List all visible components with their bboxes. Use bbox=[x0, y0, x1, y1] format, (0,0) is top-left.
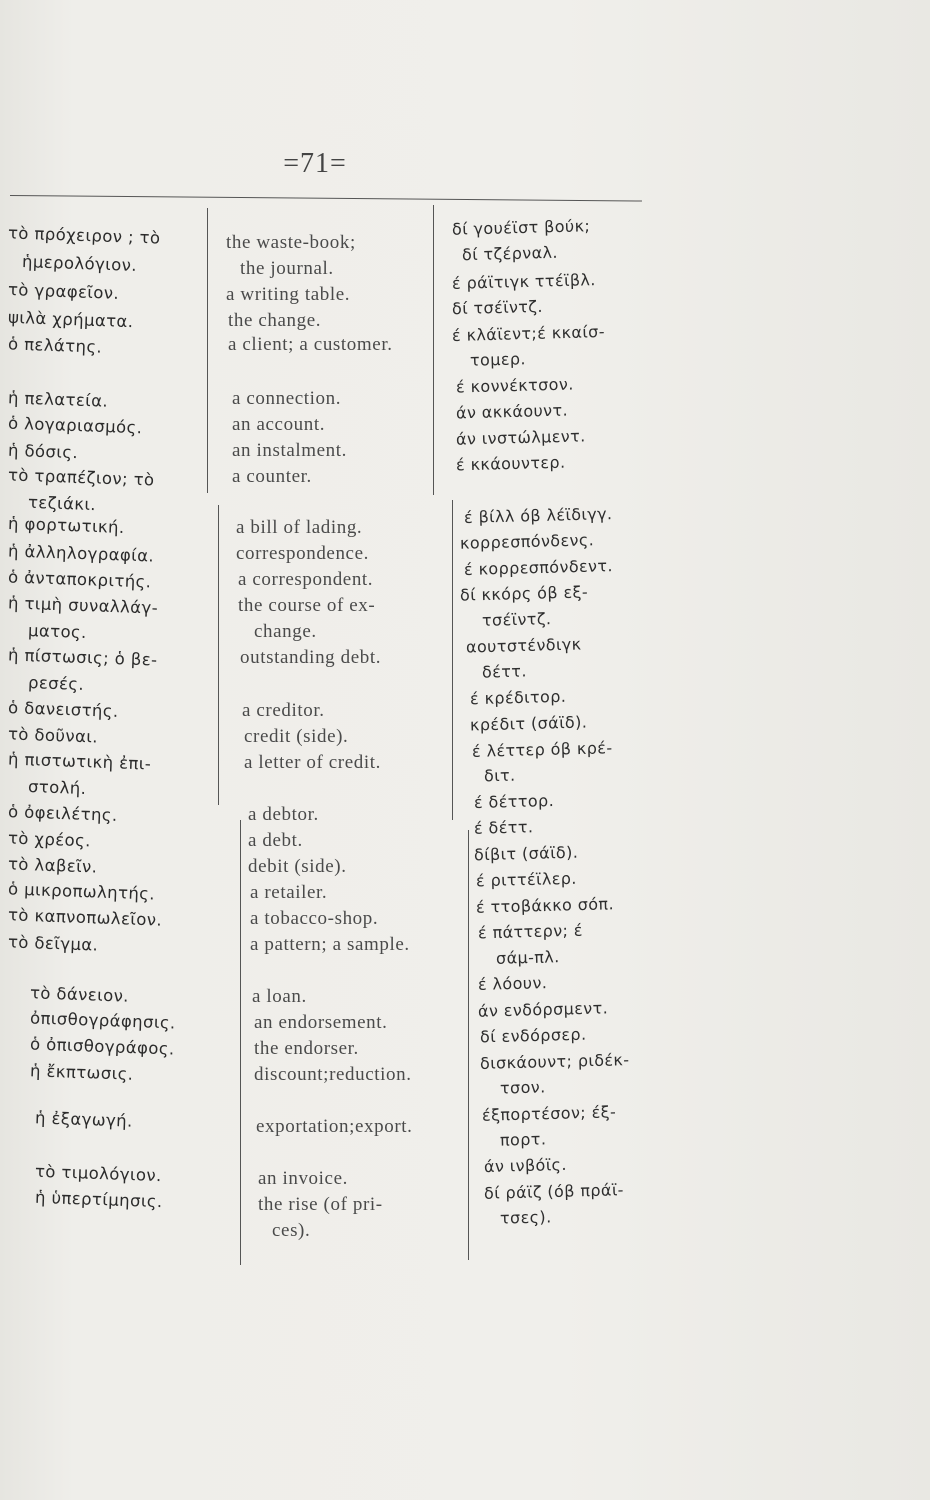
greek-line: ὁ ὀπισθογράφος. bbox=[29, 1034, 175, 1059]
greek-line: ἡ φορτωτική. bbox=[7, 513, 125, 538]
phonetic-line: τσες). bbox=[499, 1207, 552, 1228]
header-rule bbox=[10, 195, 642, 202]
greek-line: τὸ λαβεῖν. bbox=[7, 854, 98, 877]
phonetic-line: έ βίλλ όβ λέϊδιγγ. bbox=[463, 504, 613, 527]
phonetic-line: δί τσέϊντζ. bbox=[451, 296, 544, 319]
phonetic-line: έξπορτέσον; έξ- bbox=[481, 1102, 617, 1125]
english-line: credit (side). bbox=[244, 726, 349, 747]
phonetic-line: έ κοννέκτσον. bbox=[455, 374, 574, 397]
greek-line: τὸ χρέος. bbox=[7, 828, 92, 851]
phonetic-line: έ λέττερ όβ κρέ- bbox=[471, 738, 613, 761]
phonetic-line: τσον. bbox=[499, 1077, 546, 1098]
phonetic-line: έ κρέδιτορ. bbox=[469, 686, 567, 709]
phonetic-line: δέττ. bbox=[481, 661, 528, 682]
phonetic-line: έ δέττ. bbox=[473, 817, 534, 838]
greek-line: στολή. bbox=[27, 776, 87, 799]
english-line: a pattern; a sample. bbox=[250, 934, 410, 955]
english-line: an invoice. bbox=[258, 1168, 348, 1189]
greek-line: ἡ δόσις. bbox=[7, 440, 79, 463]
column-divider-left-lower bbox=[218, 505, 219, 805]
phonetic-line: σάμ-πλ. bbox=[495, 947, 560, 968]
phonetic-line: πορτ. bbox=[499, 1129, 547, 1150]
phonetic-line: διτ. bbox=[483, 765, 516, 786]
english-line: a loan. bbox=[252, 986, 307, 1007]
page-number: =71= bbox=[283, 148, 347, 179]
greek-line: ὁ δανειστής. bbox=[7, 698, 119, 721]
column-divider-right-bottom bbox=[468, 830, 469, 1260]
greek-line: ρεσές. bbox=[27, 673, 85, 694]
english-line: the rise (of pri- bbox=[258, 1194, 383, 1215]
greek-line: ὁ ἀνταποκριτής. bbox=[7, 567, 152, 592]
english-line: ces). bbox=[272, 1220, 311, 1241]
english-line: the waste-book; bbox=[226, 232, 356, 253]
english-line: an instalment. bbox=[232, 440, 347, 461]
phonetic-line: έ ττοβάκκο σόπ. bbox=[475, 894, 615, 917]
phonetic-line: δί ενδόρσερ. bbox=[479, 1024, 587, 1047]
greek-line: ὁ πελάτης. bbox=[7, 334, 103, 357]
phonetic-line: έ ριττέϊλερ. bbox=[475, 868, 578, 891]
phonetic-line: έ κκάουντερ. bbox=[455, 452, 566, 475]
greek-line: ἡ πελατεία. bbox=[7, 388, 109, 411]
phonetic-line: έ λόουν. bbox=[477, 973, 548, 994]
greek-line: ψιλὰ χρήματα. bbox=[7, 307, 134, 332]
phonetic-line: κρέδιτ (σάϊδ). bbox=[469, 712, 588, 735]
english-line: a letter of credit. bbox=[244, 752, 381, 773]
english-line: change. bbox=[254, 621, 317, 642]
english-line: a writing table. bbox=[226, 284, 351, 305]
english-line: the endorser. bbox=[254, 1038, 359, 1059]
english-line: a debt. bbox=[248, 830, 303, 851]
phonetic-line: αουτστένδιγκ bbox=[465, 634, 582, 657]
english-line: the journal. bbox=[240, 258, 334, 279]
greek-line: ἡ ἀλληλογραφία. bbox=[7, 541, 155, 566]
english-line: an account. bbox=[232, 414, 326, 435]
phonetic-line: τσέϊντζ. bbox=[481, 609, 552, 630]
greek-line: ἡ ἔκπτωσις. bbox=[29, 1061, 134, 1084]
greek-line: τὸ δάνειον. bbox=[29, 983, 130, 1006]
english-line: an endorsement. bbox=[254, 1012, 388, 1033]
phonetic-line: άν ακκάουντ. bbox=[455, 400, 569, 423]
column-divider-right-lower bbox=[452, 500, 453, 820]
english-line: a debtor. bbox=[248, 804, 319, 825]
phonetic-line: τομερ. bbox=[469, 349, 527, 370]
english-line: discount;reduction. bbox=[254, 1064, 412, 1085]
english-line: exportation;export. bbox=[256, 1116, 413, 1137]
greek-line: τὸ πρόχειρον ; τὸ bbox=[7, 223, 161, 248]
greek-line: ἡ πιστωτικὴ ἐπι- bbox=[7, 749, 152, 774]
phonetic-line: δί τζέρναλ. bbox=[461, 242, 559, 265]
greek-line: ἡ ὑπερτίμησις. bbox=[34, 1187, 163, 1212]
greek-line: τὸ τραπέζιον; τὸ bbox=[7, 465, 155, 490]
phonetic-line: άν ινβόϊς. bbox=[483, 1154, 568, 1177]
phonetic-line: κορρεσπόνδενς. bbox=[459, 530, 595, 553]
english-line: a counter. bbox=[232, 466, 312, 487]
phonetic-line: δίβιτ (σάϊδ). bbox=[473, 842, 579, 865]
greek-line: ὀπισθογράφησις. bbox=[29, 1008, 176, 1033]
english-line: a bill of lading. bbox=[236, 517, 363, 538]
phonetic-line: δί ράϊζ (όβ πράϊ- bbox=[483, 1180, 625, 1203]
phonetic-line: δί κκόρς όβ εξ- bbox=[459, 582, 589, 605]
english-line: a tobacco-shop. bbox=[250, 908, 379, 929]
greek-line: ἡ πίστωσις; ὁ βε- bbox=[7, 645, 158, 670]
phonetic-line: έ πάττερν; έ bbox=[477, 920, 584, 943]
greek-line: ἡ ἐξαγωγή. bbox=[34, 1108, 134, 1131]
english-line: a client; a customer. bbox=[228, 334, 393, 355]
greek-line: τὸ τιμολόγιον. bbox=[34, 1161, 163, 1186]
greek-line: ματος. bbox=[27, 620, 88, 643]
greek-line: ὁ λογαριασμός. bbox=[7, 413, 143, 438]
phonetic-line: έ δέττορ. bbox=[473, 790, 555, 813]
english-line: outstanding debt. bbox=[240, 647, 382, 668]
phonetic-line: δισκάουντ; ριδέκ- bbox=[479, 1050, 630, 1073]
english-line: a correspondent. bbox=[238, 569, 374, 590]
english-line: a connection. bbox=[232, 388, 342, 409]
english-line: a retailer. bbox=[250, 882, 328, 903]
greek-line: τὸ γραφεῖον. bbox=[7, 280, 120, 303]
english-line: the change. bbox=[228, 310, 322, 331]
english-line: correspondence. bbox=[236, 543, 369, 564]
greek-line: ἡμερολόγιον. bbox=[21, 251, 138, 276]
column-divider-left bbox=[207, 208, 208, 493]
phonetic-line: άν ινστώλμεντ. bbox=[455, 426, 586, 449]
greek-line: τὸ δεῖγμα. bbox=[7, 932, 99, 955]
greek-line: τεζιάκι. bbox=[27, 492, 97, 515]
english-line: the course of ex- bbox=[238, 595, 376, 616]
english-line: debit (side). bbox=[248, 856, 347, 877]
phonetic-line: δί γουέϊστ βούκ; bbox=[451, 216, 591, 239]
phonetic-line: έ κλάϊεντ;έ κκαίσ- bbox=[451, 322, 606, 345]
greek-line: τὸ δοῦναι. bbox=[7, 724, 99, 747]
english-line: a creditor. bbox=[242, 700, 325, 721]
phonetic-line: έ κορρεσπόνδεντ. bbox=[463, 556, 614, 579]
greek-line: ὁ μικροπωλητής. bbox=[7, 879, 156, 904]
greek-line: ὁ ὀφειλέτης. bbox=[7, 802, 118, 825]
phonetic-line: έ ράϊτιγκ ττέϊβλ. bbox=[451, 270, 597, 293]
column-divider-right bbox=[433, 205, 434, 495]
greek-line: ἡ τιμὴ συναλλάγ- bbox=[7, 593, 159, 618]
greek-line: τὸ καπνοπωλεῖον. bbox=[7, 905, 163, 930]
column-divider-left-bottom bbox=[240, 820, 241, 1265]
phonetic-line: άν ενδόρσμεντ. bbox=[477, 998, 609, 1021]
